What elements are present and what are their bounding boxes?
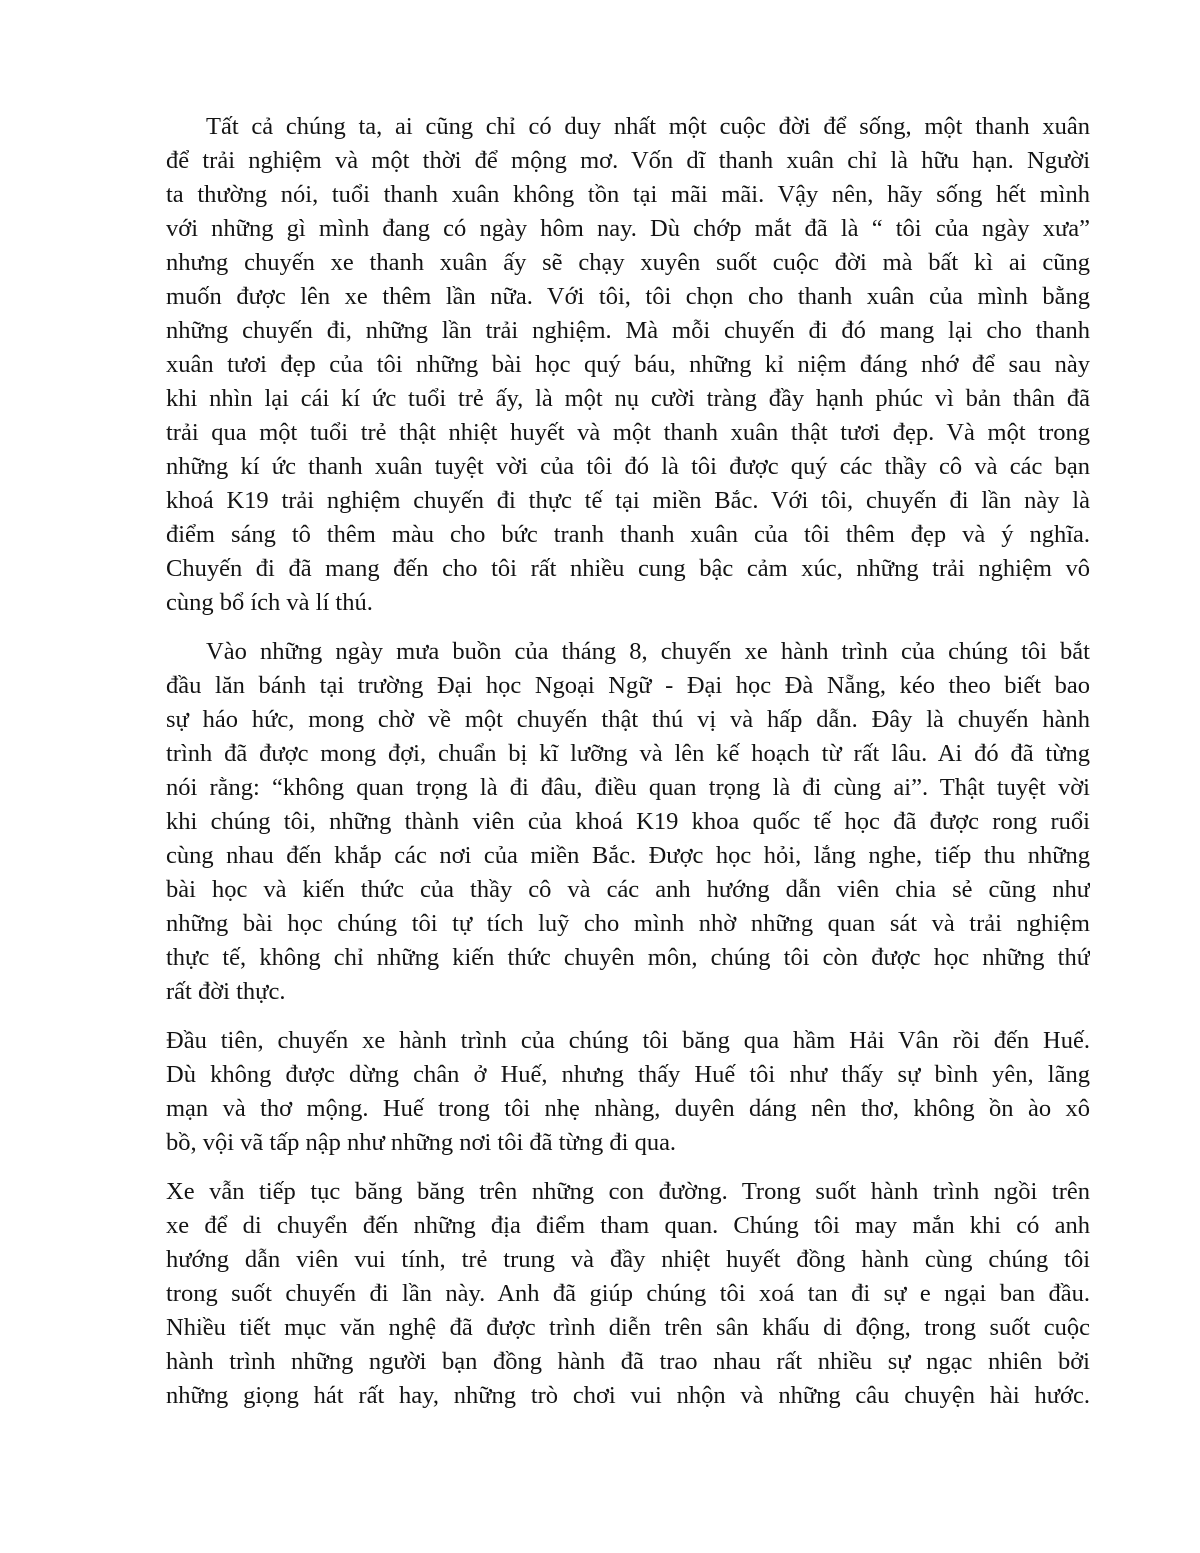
text-line: trải qua một tuổi trẻ thật nhiệt huyết và một thanh xuân thật tươi đẹp. Và một trong xyxy=(166,419,1090,446)
text-line: những kí ức thanh xuân tuyệt vời của tôi đó là tôi được quý các thầy cô và các bạn xyxy=(166,453,1090,480)
text-line: những chuyến đi, những lần trải nghiệm. Mà mỗi chuyến đi đó mang lại cho thanh xyxy=(166,317,1090,344)
text-line: những giọng hát rất hay, những trò chơi vui nhộn và những câu chuyện hài hước. xyxy=(166,1382,1090,1409)
text-line: muốn được lên xe thêm lần nữa. Với tôi, tôi chọn cho thanh xuân của mình bằng xyxy=(166,283,1090,310)
text-line: Nhiều tiết mục văn nghệ đã được trình diễn trên sân khấu di động, trong suốt cuộc xyxy=(166,1314,1090,1341)
text-line: rất đời thực. xyxy=(166,978,286,1005)
paragraph-3 xyxy=(166,1024,1090,1160)
paragraph-2 xyxy=(166,635,1090,1009)
text-line: nói rằng: “không quan trọng là đi đâu, điều quan trọng là đi cùng ai”. Thật tuyệt vời xyxy=(166,774,1090,801)
text-line: Dù không được dừng chân ở Huế, nhưng thấy Huế tôi như thấy sự bình yên, lãng xyxy=(166,1061,1090,1088)
text-line: bồ, vội vã tấp nập như những nơi tôi đã từng đi qua. xyxy=(166,1129,677,1156)
text-line: điểm sáng tô thêm màu cho bức tranh thanh xuân của tôi thêm đẹp và ý nghĩa. xyxy=(166,521,1090,548)
text-line: ta thường nói, tuổi thanh xuân không tồn tại mãi mãi. Vậy nên, hãy sống hết mình xyxy=(166,181,1090,208)
text-line: trình đã được mong đợi, chuẩn bị kĩ lưỡng và lên kế hoạch từ rất lâu. Ai đó đã từng xyxy=(166,740,1090,767)
document-body xyxy=(166,110,1090,1428)
text-line: khi nhìn lại cái kí ức tuổi trẻ ấy, là một nụ cười tràng đầy hạnh phúc vì bản thân đã xyxy=(166,385,1090,412)
text-line: trong suốt chuyến đi lần này. Anh đã giúp chúng tôi xoá tan đi sự e ngại ban đầu. xyxy=(166,1280,1090,1307)
text-line: xe để di chuyển đến những địa điểm tham quan. Chúng tôi may mắn khi có anh xyxy=(166,1212,1090,1239)
text-line: những bài học chúng tôi tự tích luỹ cho mình nhờ những quan sát và trải nghiệm xyxy=(166,910,1090,937)
paragraph-4 xyxy=(166,1175,1090,1413)
text-line: đầu lăn bánh tại trường Đại học Ngoại Ngữ - Đại học Đà Nẵng, kéo theo biết bao xyxy=(166,672,1090,699)
text-line: với những gì mình đang có ngày hôm nay. Dù chớp mắt đã là “ tôi của ngày xưa” xyxy=(166,215,1090,242)
text-line: mạn và thơ mộng. Huế trong tôi nhẹ nhàng, duyên dáng nên thơ, không ồn ào xô xyxy=(166,1095,1090,1122)
text-line: cùng bổ ích và lí thú. xyxy=(166,589,373,616)
text-line: Vào những ngày mưa buồn của tháng 8, chuyến xe hành trình của chúng tôi bắt xyxy=(206,638,1090,665)
text-line: khi chúng tôi, những thành viên của khoá K19 khoa quốc tế học đã được rong ruổi xyxy=(166,808,1090,835)
text-line: Đầu tiên, chuyến xe hành trình của chúng tôi băng qua hầm Hải Vân rồi đến Huế. xyxy=(166,1027,1090,1054)
text-line: Chuyến đi đã mang đến cho tôi rất nhiều cung bậc cảm xúc, những trải nghiệm vô xyxy=(166,555,1090,582)
text-line: hành trình những người bạn đồng hành đã trao nhau rất nhiều sự ngạc nhiên bởi xyxy=(166,1348,1090,1375)
text-line: Xe vẫn tiếp tục băng băng trên những con đường. Trong suốt hành trình ngồi trên xyxy=(166,1178,1090,1205)
text-line: để trải nghiệm và một thời để mộng mơ. Vốn dĩ thanh xuân chỉ là hữu hạn. Người xyxy=(166,147,1090,174)
text-line: bài học và kiến thức của thầy cô và các anh hướng dẫn viên chia sẻ cũng như xyxy=(166,876,1090,903)
text-line: nhưng chuyến xe thanh xuân ấy sẽ chạy xuyên suốt cuộc đời mà bất kì ai cũng xyxy=(166,249,1090,276)
text-line: thực tế, không chỉ những kiến thức chuyên môn, chúng tôi còn được học những thứ xyxy=(166,944,1090,971)
text-line: khoá K19 trải nghiệm chuyến đi thực tế tại miền Bắc. Với tôi, chuyến đi lần này là xyxy=(166,487,1090,514)
text-line: cùng nhau đến khắp các nơi của miền Bắc. Được học hỏi, lắng nghe, tiếp thu những xyxy=(166,842,1090,869)
paragraph-1 xyxy=(166,110,1090,620)
text-line: sự háo hức, mong chờ về một chuyến thật thú vị và hấp dẫn. Đây là chuyến hành xyxy=(166,706,1090,733)
text-line: Tất cả chúng ta, ai cũng chỉ có duy nhất một cuộc đời để sống, một thanh xuân xyxy=(206,113,1090,140)
text-line: hướng dẫn viên vui tính, trẻ trung và đầy nhiệt huyết đồng hành cùng chúng tôi xyxy=(166,1246,1090,1273)
text-line: xuân tươi đẹp của tôi những bài học quý báu, những kỉ niệm đáng nhớ để sau này xyxy=(166,351,1090,378)
